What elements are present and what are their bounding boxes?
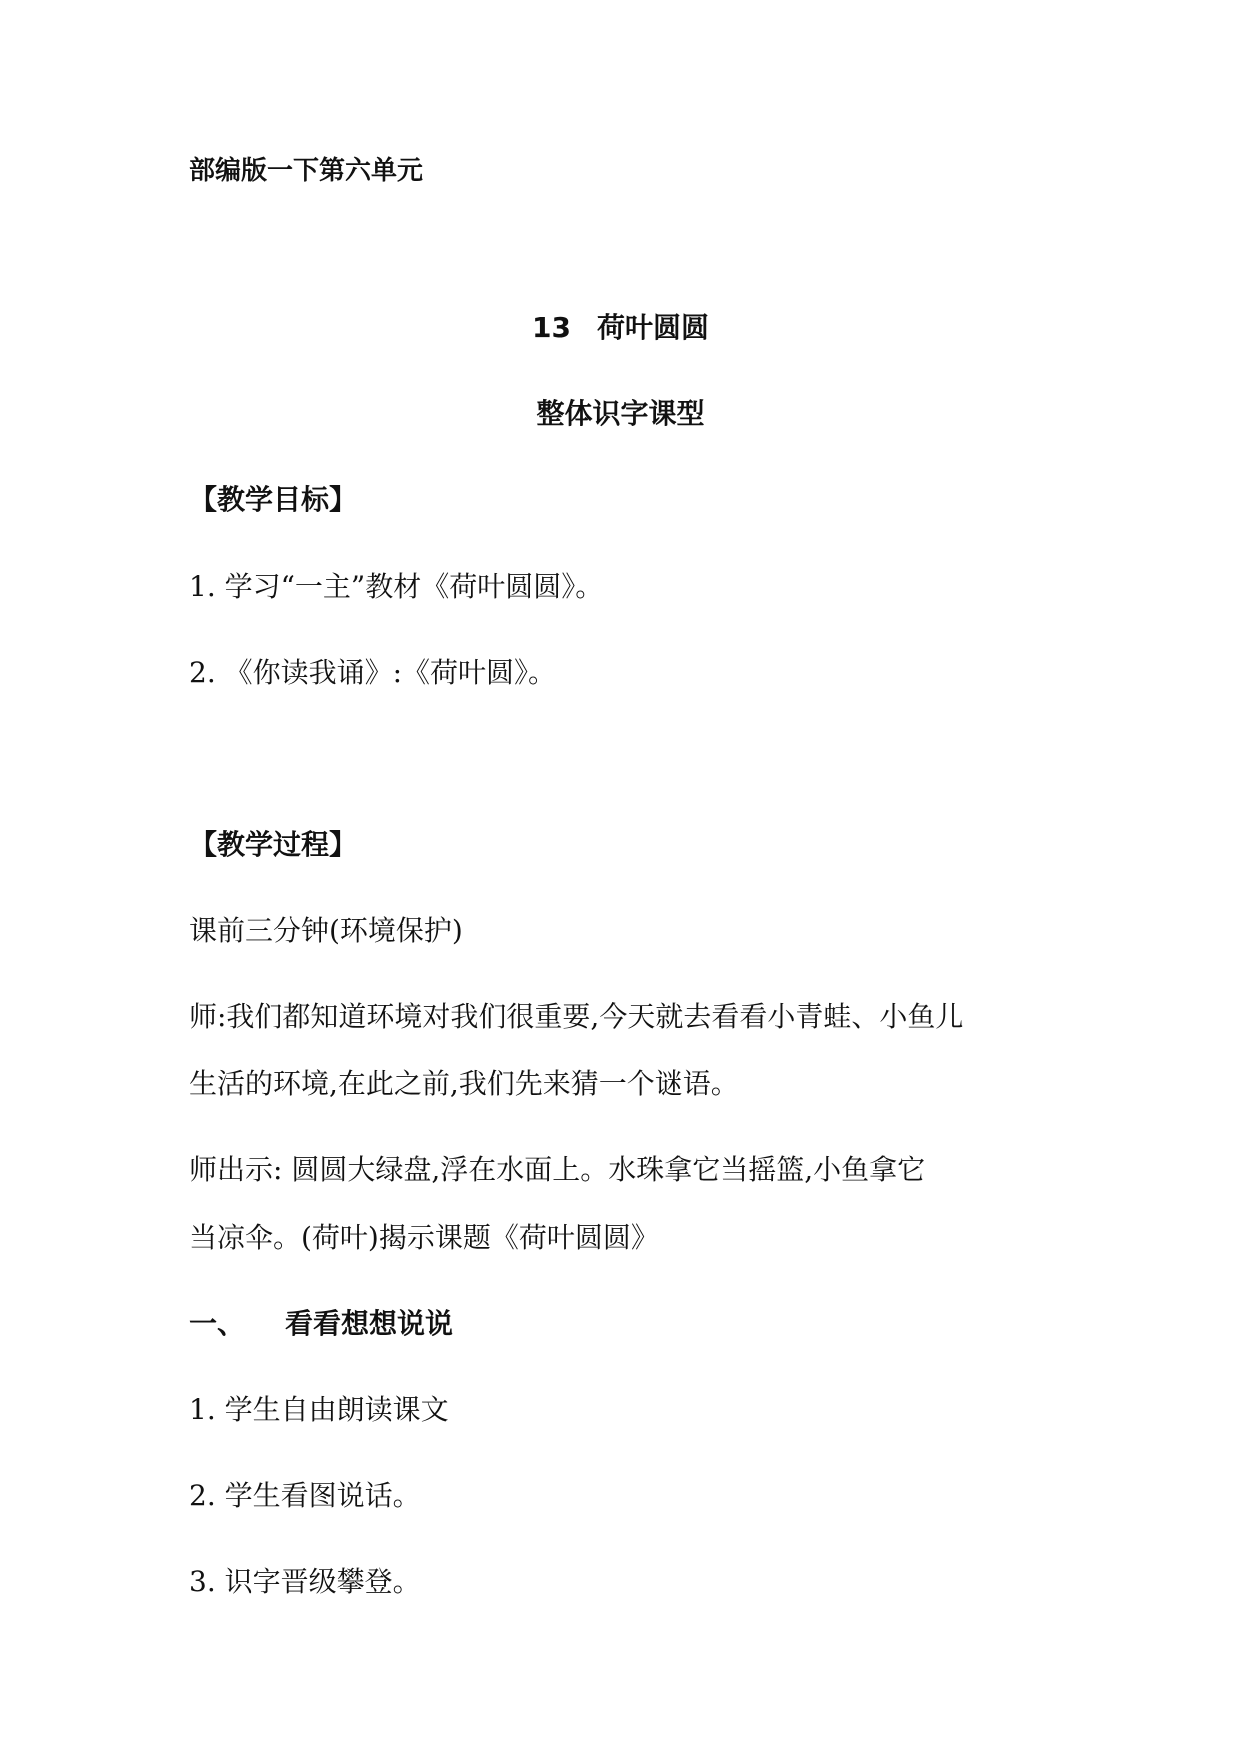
unit-heading: 部编版一下第六单元: [189, 156, 424, 186]
part1-label: 一、: [189, 1307, 246, 1340]
riddle-line-1: 师出示: 圆圆大绿盘,浮在水面上。水珠拿它当摇篮,小鱼拿它: [189, 1153, 926, 1186]
step-item-3: 3. 识字晋级攀登。: [189, 1565, 421, 1598]
step-item-1: 1. 学生自由朗读课文: [189, 1393, 449, 1426]
teacher-line-1: 师:我们都知道环境对我们很重要,今天就去看看小青蛙、小鱼儿: [189, 1000, 964, 1033]
riddle-line-2: 当凉伞。(荷叶)揭示课题《荷叶圆圆》: [189, 1221, 659, 1254]
lesson-title: [0, 310, 1241, 346]
goal-item-1: 1. 学习“一主”教材《荷叶圆圆》。: [189, 570, 604, 603]
part1-title: 看看想想说说: [285, 1307, 454, 1340]
process-heading: 【教学过程】: [189, 828, 358, 861]
goals-heading: 【教学目标】: [189, 483, 358, 516]
teacher-line-2: 生活的环境,在此之前,我们先来猜一个谜语。: [189, 1067, 739, 1100]
lesson-subtitle: 整体识字课型: [536, 397, 705, 430]
step-item-2: 2. 学生看图说话。: [189, 1479, 421, 1512]
lesson-name: 荷叶圆圆: [596, 311, 709, 344]
pre-class-line: 课前三分钟(环境保护): [189, 914, 463, 947]
lesson-number: 13: [532, 311, 571, 344]
goal-item-2: 2. 《你读我诵》:《荷叶圆》。: [189, 656, 557, 689]
part1-heading: [189, 1306, 453, 1342]
